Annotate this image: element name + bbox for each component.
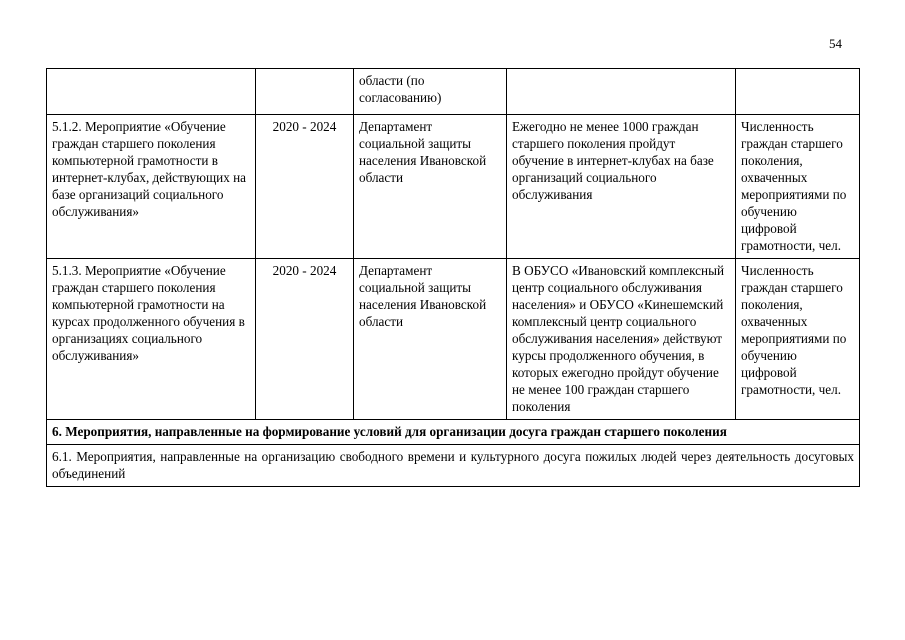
section-heading: 6. Мероприятия, направленные на формирование условий для организации досуга граждан старшего поколения (47, 420, 860, 445)
cell-indicator (736, 69, 860, 115)
cell-activity (47, 69, 256, 115)
cell-indicator: Численность граждан старшего поколения, охваченных мероприятиями по обучению цифровой грамотности, чел. (736, 115, 860, 259)
cell-responsible: Департамент социальной защиты населения Ивановской области (354, 115, 507, 259)
table-row-continuation (47, 69, 860, 115)
cell-result (507, 69, 736, 115)
cell-responsible: Департамент социальной защиты населения Ивановской области (354, 259, 507, 420)
cell-result: Ежегодно не менее 1000 граждан старшего поколения пройдут обучение в интернет-клубах на базе организаций социального обслуживания (507, 115, 736, 259)
cell-responsible: области (по согласованию) (354, 69, 507, 115)
cell-indicator: Численность граждан старшего поколения, охваченных мероприятиями по обучению цифровой грамотности, чел. (736, 259, 860, 420)
subsection-row (47, 445, 860, 487)
subsection-heading: 6.1. Мероприятия, направленные на организацию свободного времени и культурного досуга пожилых людей через деятельность досуговых объединений (47, 445, 860, 487)
cell-period (256, 69, 354, 115)
cell-period: 2020 - 2024 (256, 115, 354, 259)
cell-result: В ОБУСО «Ивановский комплексный центр социального обслуживания населения» и ОБУСО «Кинешемский комплексный центр социального обслуживания населения» действуют курсы продолженного обучения, в которых ежегодно пройдут обучение не менее 100 граждан старшего поколения (507, 259, 736, 420)
measures-table (46, 68, 860, 487)
cell-activity: 5.1.3. Мероприятие «Обучение граждан старшего поколения компьютерной грамотности на курсах продолженного обучения в организациях социального обслуживания» (47, 259, 256, 420)
section-heading-row (47, 420, 860, 445)
table-row (47, 259, 860, 420)
cell-activity: 5.1.2. Мероприятие «Обучение граждан старшего поколения компьютерной грамотности в интернет-клубах, действующих на базе организаций социального обслуживания» (47, 115, 256, 259)
cell-period: 2020 - 2024 (256, 259, 354, 420)
table-row (47, 115, 860, 259)
page-number: 54 (829, 36, 842, 51)
